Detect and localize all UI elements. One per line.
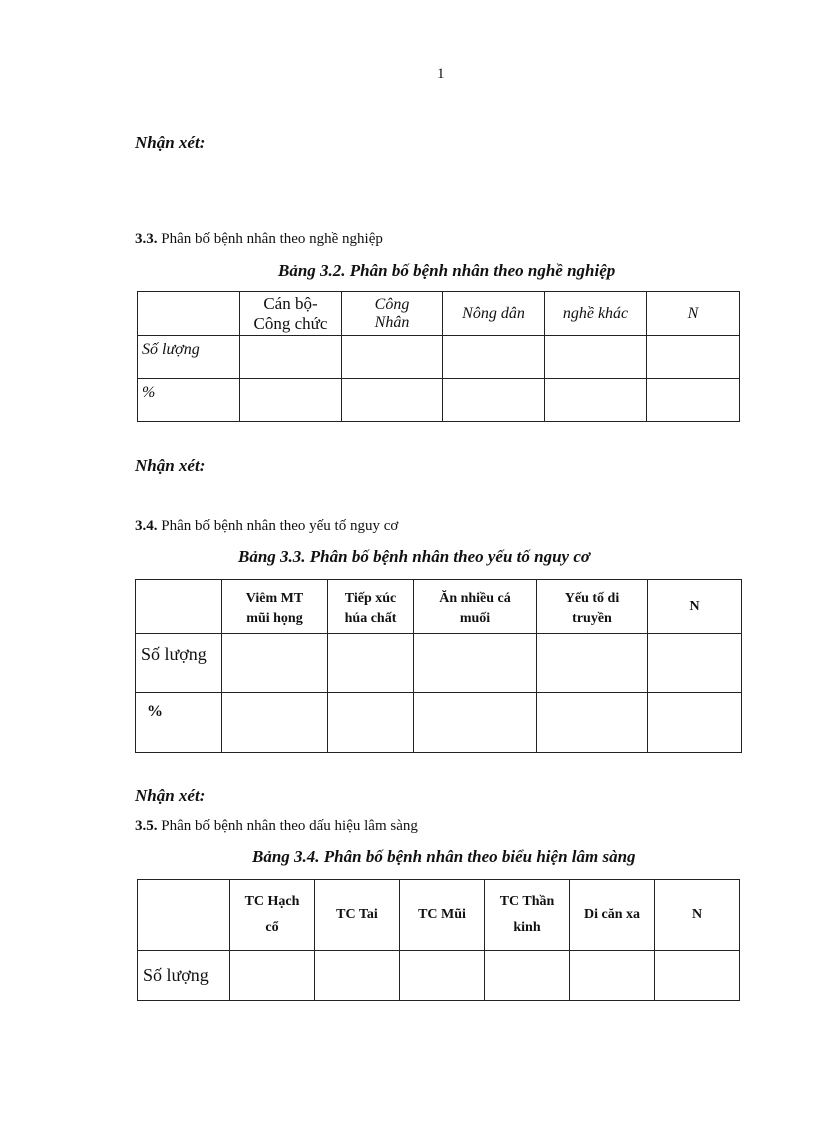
remark-label: Nhận xét: (135, 133, 206, 152)
remark-label: Nhận xét: (135, 786, 206, 805)
section-title: Phân bố bệnh nhân theo yếu tố nguy cơ (161, 518, 399, 534)
section-number: 3.3. (135, 231, 158, 247)
header-cell (138, 292, 240, 336)
table-cell (545, 379, 647, 422)
table-cell (545, 336, 647, 379)
table-cell (443, 379, 545, 422)
table-header-row (136, 580, 742, 634)
table-cell (222, 634, 328, 693)
section-title: Phân bố bệnh nhân theo nghề nghiệp (161, 231, 383, 247)
table-caption: Bảng 3.4. Phân bố bệnh nhân theo biểu hiện lâm sàng (252, 847, 636, 866)
clinical-signs-table (137, 879, 740, 1001)
table-cell (230, 951, 315, 1001)
row-label: Số lượng (138, 951, 230, 1001)
table-caption: Bảng 3.2. Phân bố bệnh nhân theo nghề nghiệp (278, 261, 616, 280)
table-cell (414, 693, 537, 753)
risk-factor-table (135, 579, 742, 753)
table-cell (342, 336, 443, 379)
header-cell: N (647, 292, 740, 336)
table-row (138, 379, 740, 422)
table-header-row (138, 292, 740, 336)
table-cell (648, 634, 742, 693)
table-cell (240, 336, 342, 379)
occupation-table (137, 291, 740, 422)
remark-label: Nhận xét: (135, 456, 206, 475)
table-cell (648, 693, 742, 753)
table-row (138, 336, 740, 379)
table-cell (537, 634, 648, 693)
row-label: % (136, 693, 222, 753)
table-cell (485, 951, 570, 1001)
table-cell (240, 379, 342, 422)
row-label: Số lượng (138, 336, 240, 379)
header-cell: TC Tai (315, 880, 400, 951)
section-number: 3.5. (135, 818, 158, 834)
table-cell (647, 336, 740, 379)
table-cell (570, 951, 655, 1001)
table-cell (655, 951, 740, 1001)
section-number: 3.4. (135, 518, 158, 534)
header-cell: Tiếp xúc húa chất (328, 580, 414, 634)
section-heading-3-4 (135, 518, 398, 535)
header-cell (138, 880, 230, 951)
section-heading-3-3 (135, 231, 383, 248)
header-cell: Công Nhân (342, 292, 443, 336)
table-cell (342, 379, 443, 422)
table-cell (414, 634, 537, 693)
table-cell (328, 693, 414, 753)
table-caption: Bảng 3.3. Phân bố bệnh nhân theo yếu tố nguy cơ (238, 547, 591, 566)
table-cell (443, 336, 545, 379)
table-cell (400, 951, 485, 1001)
page-number: 1 (437, 66, 445, 82)
table-cell (222, 693, 328, 753)
table-cell (537, 693, 648, 753)
header-cell: TC Mũi (400, 880, 485, 951)
header-cell: TC Hạch cổ (230, 880, 315, 951)
section-title: Phân bố bệnh nhân theo dấu hiệu lâm sàng (161, 818, 418, 834)
table-cell (647, 379, 740, 422)
header-cell: N (648, 580, 742, 634)
header-cell: TC Thần kinh (485, 880, 570, 951)
table-row (136, 693, 742, 753)
header-cell: Ăn nhiều cá muối (414, 580, 537, 634)
header-cell: Yếu tố di truyền (537, 580, 648, 634)
header-cell: N (655, 880, 740, 951)
header-cell: Di căn xa (570, 880, 655, 951)
table-header-row (138, 880, 740, 951)
header-cell: Cán bộ- Công chức (240, 292, 342, 336)
table-cell (315, 951, 400, 1001)
row-label: % (138, 379, 240, 422)
header-cell: Viêm MT mũi họng (222, 580, 328, 634)
header-cell: Nông dân (443, 292, 545, 336)
row-label: Số lượng (136, 634, 222, 693)
table-row (136, 634, 742, 693)
header-cell: nghề khác (545, 292, 647, 336)
section-heading-3-5 (135, 818, 418, 835)
table-row (138, 951, 740, 1001)
table-cell (328, 634, 414, 693)
header-cell (136, 580, 222, 634)
